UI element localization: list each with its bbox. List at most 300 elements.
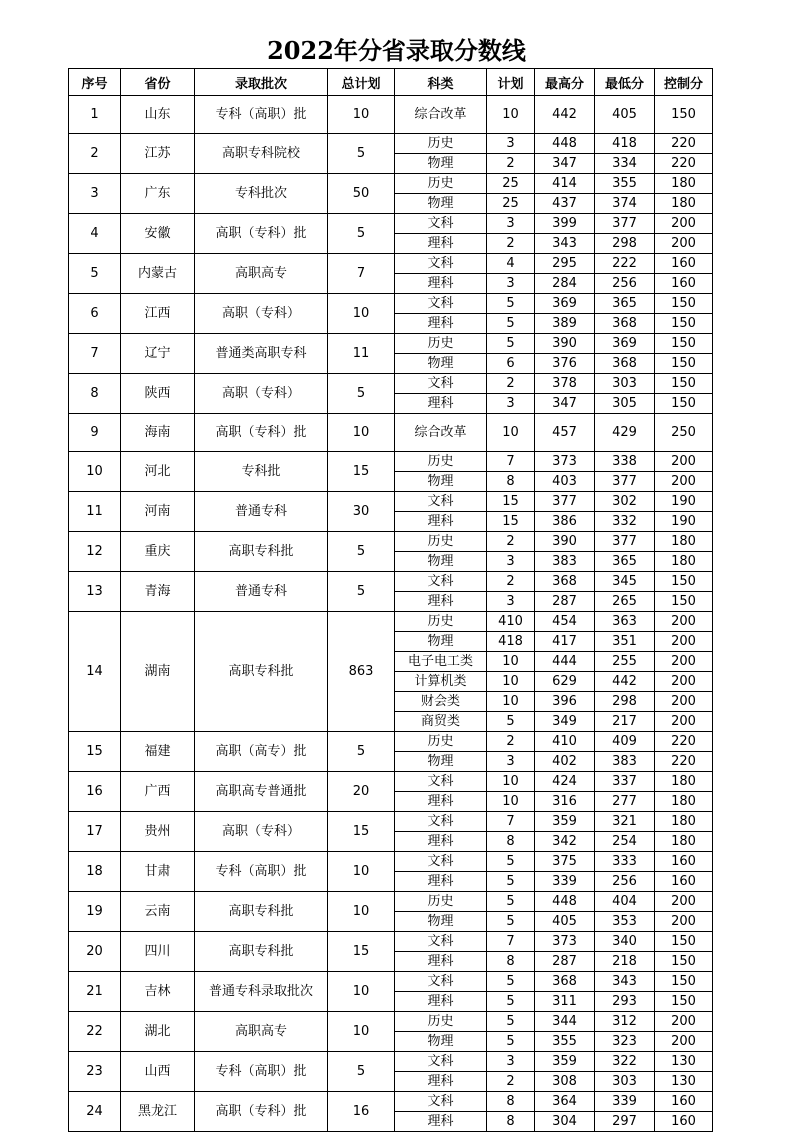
control-cell: 160 — [655, 1092, 713, 1112]
category-cell: 理科 — [395, 592, 487, 612]
category-cell: 综合改革 — [395, 96, 487, 134]
category-cell: 物理 — [395, 912, 487, 932]
category-cell: 物理 — [395, 472, 487, 492]
min-cell: 218 — [595, 952, 655, 972]
province-cell: 河南 — [121, 492, 195, 532]
table-row — [69, 492, 713, 512]
control-cell: 150 — [655, 374, 713, 394]
batch-cell: 高职（专科） — [195, 374, 328, 414]
row-number-cell: 13 — [69, 572, 121, 612]
min-cell: 323 — [595, 1032, 655, 1052]
province-cell: 河北 — [121, 452, 195, 492]
max-cell: 295 — [535, 254, 595, 274]
min-cell: 334 — [595, 154, 655, 174]
row-number-cell: 12 — [69, 532, 121, 572]
control-cell: 150 — [655, 972, 713, 992]
total-plan-cell: 10 — [328, 414, 395, 452]
table-row — [69, 812, 713, 832]
min-cell: 312 — [595, 1012, 655, 1032]
control-cell: 180 — [655, 812, 713, 832]
control-cell: 190 — [655, 492, 713, 512]
max-cell: 339 — [535, 872, 595, 892]
min-cell: 321 — [595, 812, 655, 832]
plan-cell: 5 — [487, 1012, 535, 1032]
province-cell: 黑龙江 — [121, 1092, 195, 1132]
total-plan-cell: 5 — [328, 374, 395, 414]
plan-cell: 7 — [487, 452, 535, 472]
province-cell: 吉林 — [121, 972, 195, 1012]
min-cell: 377 — [595, 472, 655, 492]
category-cell: 历史 — [395, 732, 487, 752]
category-cell: 物理 — [395, 194, 487, 214]
batch-cell: 专科批次 — [195, 174, 328, 214]
min-cell: 332 — [595, 512, 655, 532]
total-plan-cell: 11 — [328, 334, 395, 374]
min-cell: 418 — [595, 134, 655, 154]
control-cell: 180 — [655, 832, 713, 852]
plan-cell: 2 — [487, 732, 535, 752]
total-plan-cell: 5 — [328, 572, 395, 612]
plan-cell: 3 — [487, 752, 535, 772]
table-row — [69, 532, 713, 552]
control-cell: 180 — [655, 532, 713, 552]
max-cell: 349 — [535, 712, 595, 732]
plan-cell: 5 — [487, 992, 535, 1012]
category-cell: 物理 — [395, 752, 487, 772]
row-number-cell: 15 — [69, 732, 121, 772]
row-number-cell: 6 — [69, 294, 121, 334]
category-cell: 理科 — [395, 394, 487, 414]
header-cell: 科类 — [395, 69, 487, 96]
control-cell: 180 — [655, 792, 713, 812]
min-cell: 363 — [595, 612, 655, 632]
total-plan-cell: 10 — [328, 892, 395, 932]
category-cell: 理科 — [395, 832, 487, 852]
control-cell: 220 — [655, 154, 713, 174]
min-cell: 383 — [595, 752, 655, 772]
category-cell: 文科 — [395, 294, 487, 314]
row-number-cell: 22 — [69, 1012, 121, 1052]
plan-cell: 5 — [487, 314, 535, 334]
min-cell: 368 — [595, 314, 655, 334]
row-number-cell: 10 — [69, 452, 121, 492]
table-row — [69, 772, 713, 792]
max-cell: 402 — [535, 752, 595, 772]
control-cell: 150 — [655, 354, 713, 374]
min-cell: 404 — [595, 892, 655, 912]
row-number-cell: 8 — [69, 374, 121, 414]
max-cell: 364 — [535, 1092, 595, 1112]
min-cell: 442 — [595, 672, 655, 692]
category-cell: 文科 — [395, 492, 487, 512]
control-cell: 200 — [655, 692, 713, 712]
max-cell: 444 — [535, 652, 595, 672]
total-plan-cell: 7 — [328, 254, 395, 294]
category-cell: 理科 — [395, 1112, 487, 1132]
plan-cell: 2 — [487, 154, 535, 174]
min-cell: 339 — [595, 1092, 655, 1112]
province-cell: 江西 — [121, 294, 195, 334]
max-cell: 355 — [535, 1032, 595, 1052]
header-cell: 最高分 — [535, 69, 595, 96]
control-cell: 200 — [655, 612, 713, 632]
control-cell: 200 — [655, 892, 713, 912]
min-cell: 338 — [595, 452, 655, 472]
max-cell: 287 — [535, 592, 595, 612]
max-cell: 308 — [535, 1072, 595, 1092]
category-cell: 文科 — [395, 972, 487, 992]
table-row — [69, 254, 713, 274]
max-cell: 369 — [535, 294, 595, 314]
province-cell: 青海 — [121, 572, 195, 612]
province-cell: 甘肃 — [121, 852, 195, 892]
table-row — [69, 612, 713, 632]
control-cell: 200 — [655, 1032, 713, 1052]
category-cell: 理科 — [395, 992, 487, 1012]
row-number-cell: 24 — [69, 1092, 121, 1132]
province-cell: 山西 — [121, 1052, 195, 1092]
plan-cell: 3 — [487, 552, 535, 572]
max-cell: 448 — [535, 892, 595, 912]
max-cell: 375 — [535, 852, 595, 872]
table-row — [69, 334, 713, 354]
category-cell: 文科 — [395, 812, 487, 832]
batch-cell: 高职（专科） — [195, 294, 328, 334]
min-cell: 365 — [595, 294, 655, 314]
max-cell: 396 — [535, 692, 595, 712]
plan-cell: 8 — [487, 1092, 535, 1112]
plan-cell: 25 — [487, 174, 535, 194]
table-row — [69, 892, 713, 912]
plan-cell: 5 — [487, 912, 535, 932]
control-cell: 150 — [655, 932, 713, 952]
plan-cell: 3 — [487, 274, 535, 294]
control-cell: 150 — [655, 96, 713, 134]
max-cell: 454 — [535, 612, 595, 632]
table-row — [69, 932, 713, 952]
batch-cell: 专科（高职）批 — [195, 852, 328, 892]
table-row — [69, 572, 713, 592]
control-cell: 220 — [655, 134, 713, 154]
batch-cell: 高职高专 — [195, 254, 328, 294]
max-cell: 383 — [535, 552, 595, 572]
plan-cell: 2 — [487, 532, 535, 552]
province-cell: 江苏 — [121, 134, 195, 174]
category-cell: 物理 — [395, 632, 487, 652]
control-cell: 150 — [655, 992, 713, 1012]
max-cell: 344 — [535, 1012, 595, 1032]
min-cell: 256 — [595, 872, 655, 892]
table-body — [69, 96, 713, 1132]
category-cell: 物理 — [395, 552, 487, 572]
min-cell: 353 — [595, 912, 655, 932]
plan-cell: 10 — [487, 772, 535, 792]
category-cell: 理科 — [395, 1072, 487, 1092]
category-cell: 理科 — [395, 234, 487, 254]
plan-cell: 3 — [487, 592, 535, 612]
category-cell: 文科 — [395, 932, 487, 952]
category-cell: 文科 — [395, 374, 487, 394]
max-cell: 457 — [535, 414, 595, 452]
category-cell: 理科 — [395, 512, 487, 532]
plan-cell: 3 — [487, 1052, 535, 1072]
plan-cell: 410 — [487, 612, 535, 632]
province-cell: 云南 — [121, 892, 195, 932]
control-cell: 200 — [655, 632, 713, 652]
category-cell: 历史 — [395, 612, 487, 632]
min-cell: 303 — [595, 1072, 655, 1092]
control-cell: 150 — [655, 394, 713, 414]
batch-cell: 高职（专科）批 — [195, 1092, 328, 1132]
plan-cell: 10 — [487, 652, 535, 672]
province-cell: 海南 — [121, 414, 195, 452]
plan-cell: 2 — [487, 374, 535, 394]
control-cell: 200 — [655, 472, 713, 492]
min-cell: 305 — [595, 394, 655, 414]
min-cell: 277 — [595, 792, 655, 812]
plan-cell: 10 — [487, 414, 535, 452]
category-cell: 商贸类 — [395, 712, 487, 732]
batch-cell: 高职（高专）批 — [195, 732, 328, 772]
batch-cell: 高职专科批 — [195, 532, 328, 572]
category-cell: 历史 — [395, 892, 487, 912]
row-number-cell: 17 — [69, 812, 121, 852]
category-cell: 历史 — [395, 452, 487, 472]
max-cell: 347 — [535, 394, 595, 414]
category-cell: 电子电工类 — [395, 652, 487, 672]
batch-cell: 高职专科院校 — [195, 134, 328, 174]
table-row — [69, 452, 713, 472]
total-plan-cell: 10 — [328, 972, 395, 1012]
max-cell: 311 — [535, 992, 595, 1012]
category-cell: 历史 — [395, 334, 487, 354]
row-number-cell: 11 — [69, 492, 121, 532]
category-cell: 文科 — [395, 572, 487, 592]
table-row — [69, 174, 713, 194]
province-cell: 广西 — [121, 772, 195, 812]
category-cell: 理科 — [395, 274, 487, 294]
plan-cell: 10 — [487, 792, 535, 812]
plan-cell: 418 — [487, 632, 535, 652]
table-row — [69, 1012, 713, 1032]
max-cell: 390 — [535, 532, 595, 552]
category-cell: 理科 — [395, 872, 487, 892]
max-cell: 376 — [535, 354, 595, 374]
max-cell: 390 — [535, 334, 595, 354]
plan-cell: 4 — [487, 254, 535, 274]
min-cell: 256 — [595, 274, 655, 294]
min-cell: 302 — [595, 492, 655, 512]
control-cell: 160 — [655, 872, 713, 892]
max-cell: 359 — [535, 1052, 595, 1072]
row-number-cell: 2 — [69, 134, 121, 174]
province-cell: 湖北 — [121, 1012, 195, 1052]
control-cell: 130 — [655, 1072, 713, 1092]
row-number-cell: 21 — [69, 972, 121, 1012]
control-cell: 200 — [655, 1012, 713, 1032]
control-cell: 150 — [655, 314, 713, 334]
min-cell: 255 — [595, 652, 655, 672]
total-plan-cell: 863 — [328, 612, 395, 732]
header-cell: 省份 — [121, 69, 195, 96]
table-row — [69, 732, 713, 752]
control-cell: 130 — [655, 1052, 713, 1072]
control-cell: 180 — [655, 174, 713, 194]
plan-cell: 25 — [487, 194, 535, 214]
table-row — [69, 972, 713, 992]
category-cell: 文科 — [395, 254, 487, 274]
table-row — [69, 96, 713, 134]
control-cell: 150 — [655, 952, 713, 972]
max-cell: 399 — [535, 214, 595, 234]
control-cell: 160 — [655, 274, 713, 294]
table-row — [69, 374, 713, 394]
plan-cell: 8 — [487, 472, 535, 492]
row-number-cell: 4 — [69, 214, 121, 254]
plan-cell: 5 — [487, 334, 535, 354]
min-cell: 265 — [595, 592, 655, 612]
row-number-cell: 1 — [69, 96, 121, 134]
min-cell: 333 — [595, 852, 655, 872]
plan-cell: 8 — [487, 832, 535, 852]
category-cell: 物理 — [395, 354, 487, 374]
control-cell: 150 — [655, 572, 713, 592]
table-header-row — [69, 69, 713, 96]
province-cell: 贵州 — [121, 812, 195, 852]
max-cell: 287 — [535, 952, 595, 972]
category-cell: 文科 — [395, 1092, 487, 1112]
row-number-cell: 3 — [69, 174, 121, 214]
plan-cell: 5 — [487, 712, 535, 732]
plan-cell: 15 — [487, 492, 535, 512]
min-cell: 217 — [595, 712, 655, 732]
control-cell: 160 — [655, 1112, 713, 1132]
max-cell: 629 — [535, 672, 595, 692]
total-plan-cell: 20 — [328, 772, 395, 812]
control-cell: 220 — [655, 732, 713, 752]
max-cell: 403 — [535, 472, 595, 492]
plan-cell: 8 — [487, 1112, 535, 1132]
max-cell: 373 — [535, 452, 595, 472]
row-number-cell: 9 — [69, 414, 121, 452]
max-cell: 368 — [535, 572, 595, 592]
min-cell: 377 — [595, 532, 655, 552]
plan-cell: 5 — [487, 972, 535, 992]
max-cell: 304 — [535, 1112, 595, 1132]
row-number-cell: 5 — [69, 254, 121, 294]
plan-cell: 7 — [487, 932, 535, 952]
province-cell: 福建 — [121, 732, 195, 772]
min-cell: 298 — [595, 692, 655, 712]
total-plan-cell: 50 — [328, 174, 395, 214]
max-cell: 389 — [535, 314, 595, 334]
max-cell: 347 — [535, 154, 595, 174]
control-cell: 160 — [655, 254, 713, 274]
control-cell: 200 — [655, 652, 713, 672]
table-row — [69, 852, 713, 872]
min-cell: 409 — [595, 732, 655, 752]
plan-cell: 10 — [487, 96, 535, 134]
min-cell: 374 — [595, 194, 655, 214]
max-cell: 414 — [535, 174, 595, 194]
category-cell: 综合改革 — [395, 414, 487, 452]
total-plan-cell: 15 — [328, 452, 395, 492]
min-cell: 351 — [595, 632, 655, 652]
max-cell: 386 — [535, 512, 595, 532]
plan-cell: 2 — [487, 572, 535, 592]
control-cell: 190 — [655, 512, 713, 532]
control-cell: 150 — [655, 294, 713, 314]
plan-cell: 2 — [487, 234, 535, 254]
plan-cell: 3 — [487, 214, 535, 234]
province-cell: 山东 — [121, 96, 195, 134]
control-cell: 200 — [655, 912, 713, 932]
header-cell: 计划 — [487, 69, 535, 96]
total-plan-cell: 10 — [328, 1012, 395, 1052]
control-cell: 250 — [655, 414, 713, 452]
batch-cell: 高职高专 — [195, 1012, 328, 1052]
total-plan-cell: 16 — [328, 1092, 395, 1132]
plan-cell: 10 — [487, 692, 535, 712]
category-cell: 计算机类 — [395, 672, 487, 692]
batch-cell: 专科批 — [195, 452, 328, 492]
batch-cell: 高职（专科） — [195, 812, 328, 852]
control-cell: 200 — [655, 214, 713, 234]
control-cell: 200 — [655, 452, 713, 472]
row-number-cell: 19 — [69, 892, 121, 932]
plan-cell: 3 — [487, 394, 535, 414]
min-cell: 377 — [595, 214, 655, 234]
min-cell: 429 — [595, 414, 655, 452]
category-cell: 文科 — [395, 852, 487, 872]
table-row — [69, 1052, 713, 1072]
max-cell: 410 — [535, 732, 595, 752]
min-cell: 298 — [595, 234, 655, 254]
control-cell: 180 — [655, 772, 713, 792]
row-number-cell: 18 — [69, 852, 121, 892]
min-cell: 297 — [595, 1112, 655, 1132]
max-cell: 342 — [535, 832, 595, 852]
category-cell: 历史 — [395, 1012, 487, 1032]
max-cell: 448 — [535, 134, 595, 154]
max-cell: 424 — [535, 772, 595, 792]
max-cell: 378 — [535, 374, 595, 394]
category-cell: 历史 — [395, 134, 487, 154]
min-cell: 340 — [595, 932, 655, 952]
min-cell: 303 — [595, 374, 655, 394]
total-plan-cell: 5 — [328, 1052, 395, 1092]
control-cell: 220 — [655, 752, 713, 772]
category-cell: 文科 — [395, 772, 487, 792]
total-plan-cell: 10 — [328, 294, 395, 334]
max-cell: 442 — [535, 96, 595, 134]
plan-cell: 2 — [487, 1072, 535, 1092]
category-cell: 文科 — [395, 214, 487, 234]
plan-cell: 5 — [487, 872, 535, 892]
province-cell: 安徽 — [121, 214, 195, 254]
min-cell: 222 — [595, 254, 655, 274]
category-cell: 物理 — [395, 154, 487, 174]
batch-cell: 普通专科 — [195, 572, 328, 612]
batch-cell: 专科（高职）批 — [195, 96, 328, 134]
control-cell: 150 — [655, 334, 713, 354]
table-row — [69, 134, 713, 154]
category-cell: 理科 — [395, 314, 487, 334]
total-plan-cell: 10 — [328, 852, 395, 892]
batch-cell: 高职（专科）批 — [195, 414, 328, 452]
max-cell: 368 — [535, 972, 595, 992]
table-row — [69, 294, 713, 314]
